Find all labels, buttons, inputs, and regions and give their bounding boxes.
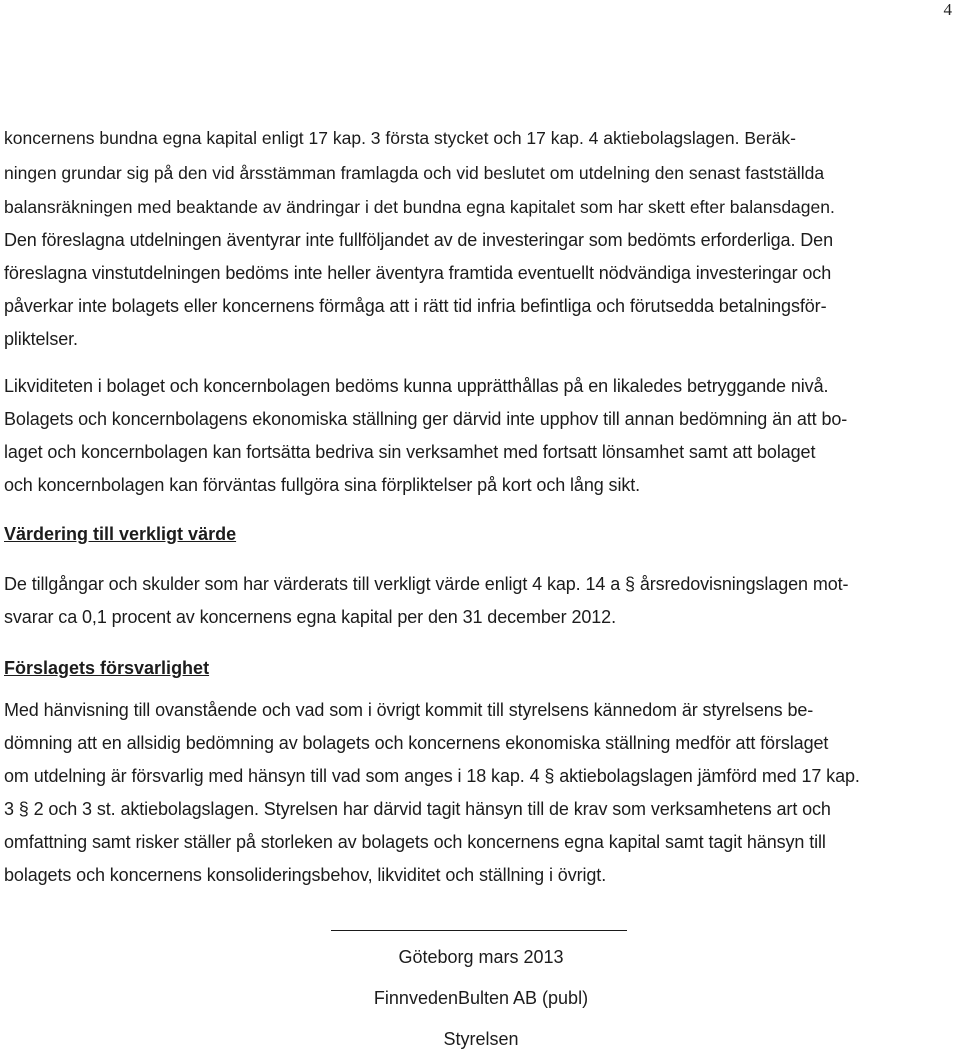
paragraph-line: laget och koncernbolagen kan fortsätta bedriva sin verksamhet med fortsatt lönsamhet samt att bolaget: [4, 442, 816, 462]
paragraph-line: balansräkningen med beaktande av ändringar i det bundna egna kapitalet som har skett efter balansdagen.: [4, 197, 835, 217]
paragraph-line: föreslagna vinstutdelningen bedöms inte heller äventyra framtida eventuellt nödvändiga investeringar och: [4, 263, 832, 283]
signature-place-date: Göteborg mars 2013: [398, 947, 564, 967]
paragraph-line: Den föreslagna utdelningen äventyrar inte fullföljandet av de investeringar som bedömts erforderliga. Den: [4, 230, 833, 250]
paragraph-line: De tillgångar och skulder som har värderats till verkligt värde enligt 4 kap. 14 a § årsredovisningslagen mot-: [4, 574, 849, 594]
paragraph-line: pliktelser.: [4, 329, 78, 349]
section-heading-justifiability: Förslagets försvarlighet: [4, 658, 210, 678]
page-number: 4: [943, 0, 952, 19]
paragraph-line: koncernens bundna egna kapital enligt 17 kap. 3 första stycket och 17 kap. 4 aktiebolagslagen. Beräk-: [4, 128, 796, 148]
paragraph-line: Bolagets och koncernbolagens ekonomiska ställning ger därvid inte upphov till annan bedömning än att bo-: [4, 409, 848, 429]
signature-line: [331, 930, 627, 931]
paragraph-line: Med hänvisning till ovanstående och vad som i övrigt kommit till styrelsens kännedom är styrelsens be-: [4, 700, 814, 720]
signature-board: Styrelsen: [443, 1029, 519, 1049]
paragraph-line: omfattning samt risker ställer på storleken av bolagets och koncernens egna kapital samt tagit hänsyn till: [4, 832, 826, 852]
paragraph-line: 3 § 2 och 3 st. aktiebolagslagen. Styrelsen har därvid tagit hänsyn till de krav som verksamhetens art och: [4, 799, 831, 819]
paragraph-line: svarar ca 0,1 procent av koncernens egna kapital per den 31 december 2012.: [4, 607, 616, 627]
paragraph-line: Likviditeten i bolaget och koncernbolagen bedöms kunna upprätthållas på en likaledes betryggande nivå.: [4, 376, 829, 396]
signature-company: FinnvedenBulten AB (publ): [373, 988, 589, 1008]
paragraph-line: och koncernbolagen kan förväntas fullgöra sina förpliktelser på kort och lång sikt.: [4, 475, 641, 495]
section-heading-fair-value: Värdering till verkligt värde: [4, 524, 237, 544]
paragraph-line: påverkar inte bolagets eller koncernens förmåga att i rätt tid infria befintliga och förutsedda betalningsför-: [4, 296, 827, 316]
paragraph-line: om utdelning är försvarlig med hänsyn till vad som anges i 18 kap. 4 § aktiebolagslagen jämförd med 17 kap.: [4, 766, 860, 786]
paragraph-line: ningen grundar sig på den vid årsstämman framlagda och vid beslutet om utdelning den senast fastställda: [4, 163, 825, 183]
paragraph-line: dömning att en allsidig bedömning av bolagets och koncernens ekonomiska ställning medför att förslaget: [4, 733, 829, 753]
paragraph-line: bolagets och koncernens konsolideringsbehov, likviditet och ställning i övrigt.: [4, 865, 607, 885]
